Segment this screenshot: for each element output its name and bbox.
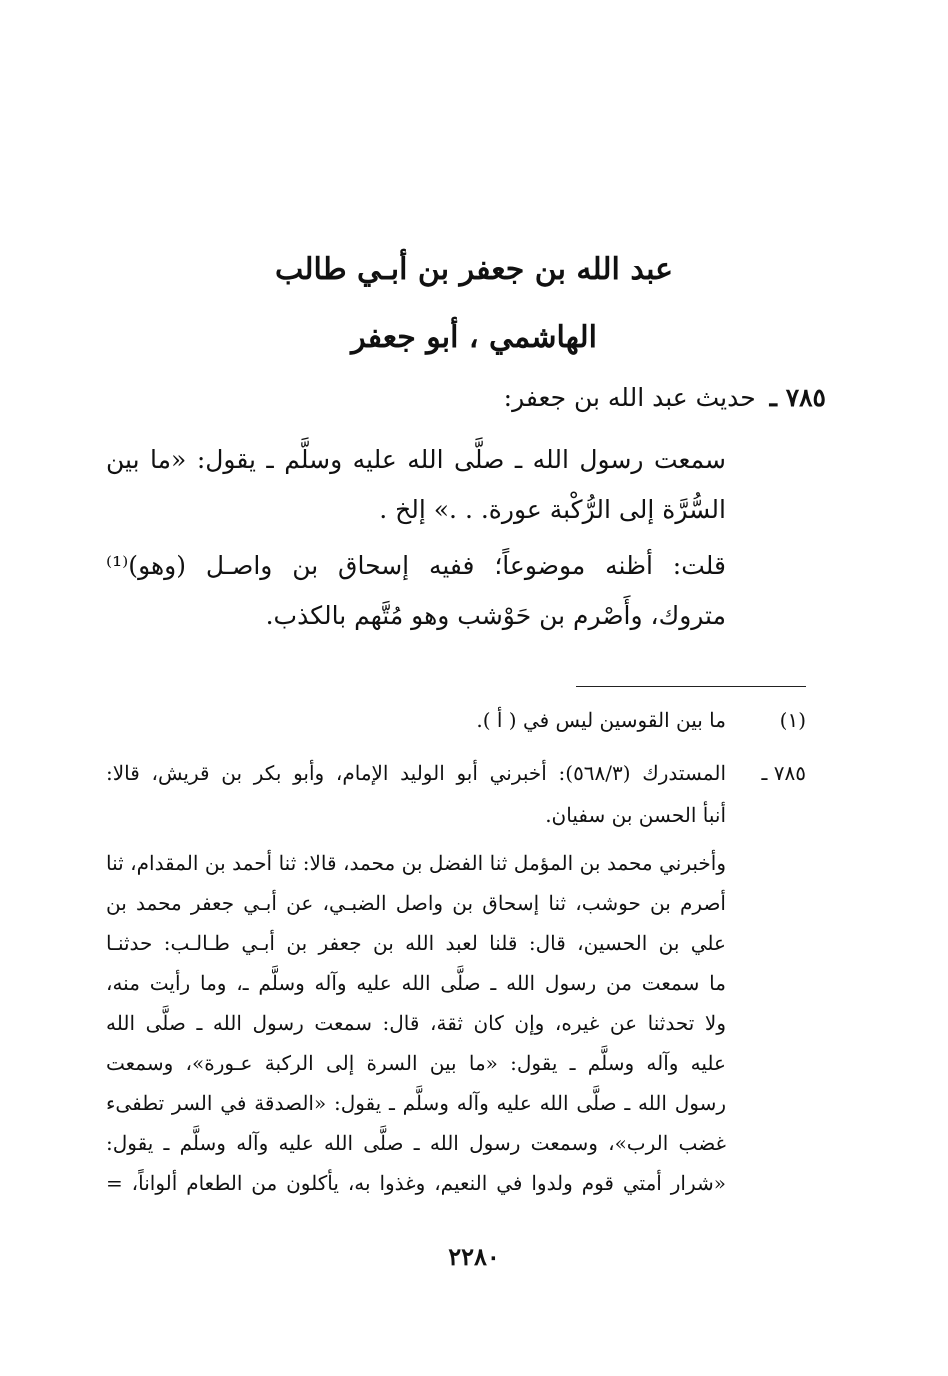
hadith-heading bbox=[106, 380, 826, 416]
footnote-body-line: أصرم بن حوشب، ثنا إسحاق بن واصل الضبـي، عن أبـي جعفر محمد بن bbox=[106, 891, 726, 915]
hadith-title: حديث عبد الله بن جعفر: bbox=[503, 383, 756, 412]
footnote-body-line: غضب الرب»، وسمعت رسول الله ـ صلَّى الله عليه وآله وسلَّم ـ يقول: bbox=[106, 1131, 726, 1155]
footnote-body-line: علي بن الحسين، قال: قلنا لعبد الله بن جعفر بن أبـي طـالـب: حدثنـا bbox=[106, 931, 726, 955]
footnote-body-line: عليه وآله وسلَّم ـ يقول: «ما بين السرة إلى الركبة عـورة»، وسمعت bbox=[106, 1051, 726, 1075]
footnote-text: المستدرك (٥٦٨/٣): أخبرني أبو الوليد الإمام، وأبو بكر بن قريش، قالا: bbox=[106, 761, 726, 785]
footnote-body-line: وأخبرني محمد بن المؤمل ثنا الفضل بن محمد، قالا: ثنا أحمد بن المقدام، ثنا bbox=[106, 851, 726, 875]
footnote-body-line: ولا تحدثنا عن غيره، وإن كان ثقة، قال: سمعت رسول الله ـ صلَّى الله bbox=[106, 1011, 727, 1035]
hadith-line: السُّرَّة إلى الرُّكْبة عورة. . .» إلخ . bbox=[379, 495, 726, 524]
page-number: ٢٢٨٠ bbox=[448, 1242, 500, 1271]
hadith-number: ٧٨٥ ـ bbox=[769, 383, 826, 412]
chapter-title: عبد الله بن جعفر بن أبـي طالب bbox=[274, 252, 674, 287]
hadith-line: متروك، وأَصْرم بن حَوْشب وهو مُتَّهم بالكذب. bbox=[265, 601, 726, 630]
footnote-marker: ٧٨٥ ـ bbox=[761, 761, 806, 785]
chapter-subtitle: الهاشمي ، أبو جعفر bbox=[351, 320, 597, 355]
footnote-text: ما بين القوسين ليس في ( أ ). bbox=[476, 708, 726, 732]
footnote-body-line: «شرار أمتي قوم ولدوا في النعيم، وغذوا به، يأكلون من الطعام ألواناً، = bbox=[106, 1171, 726, 1195]
footnote-body-line: ما سمعت من رسول الله ـ صلَّى الله عليه وآله وسلَّم ـ، وما رأيت منه، bbox=[106, 971, 726, 995]
footnote-body-line: رسول الله ـ صلَّى الله عليه وآله وسلَّم ـ يقول: «الصدقة في السر تطفىء bbox=[106, 1091, 726, 1115]
footnote-divider bbox=[576, 686, 806, 687]
hadith-line: سمعت رسول الله ـ صلَّى الله عليه وسلَّم ـ يقول: «ما بين bbox=[106, 445, 726, 474]
footnote-text: أنبأ الحسن بن سفيان. bbox=[545, 803, 726, 827]
footnote-marker: (١) bbox=[779, 708, 806, 732]
hadith-line: قلت: أظنه موضوعاً؛ ففيه إسحاق بن واصـل (وهو)⁽¹⁾ bbox=[106, 551, 726, 580]
